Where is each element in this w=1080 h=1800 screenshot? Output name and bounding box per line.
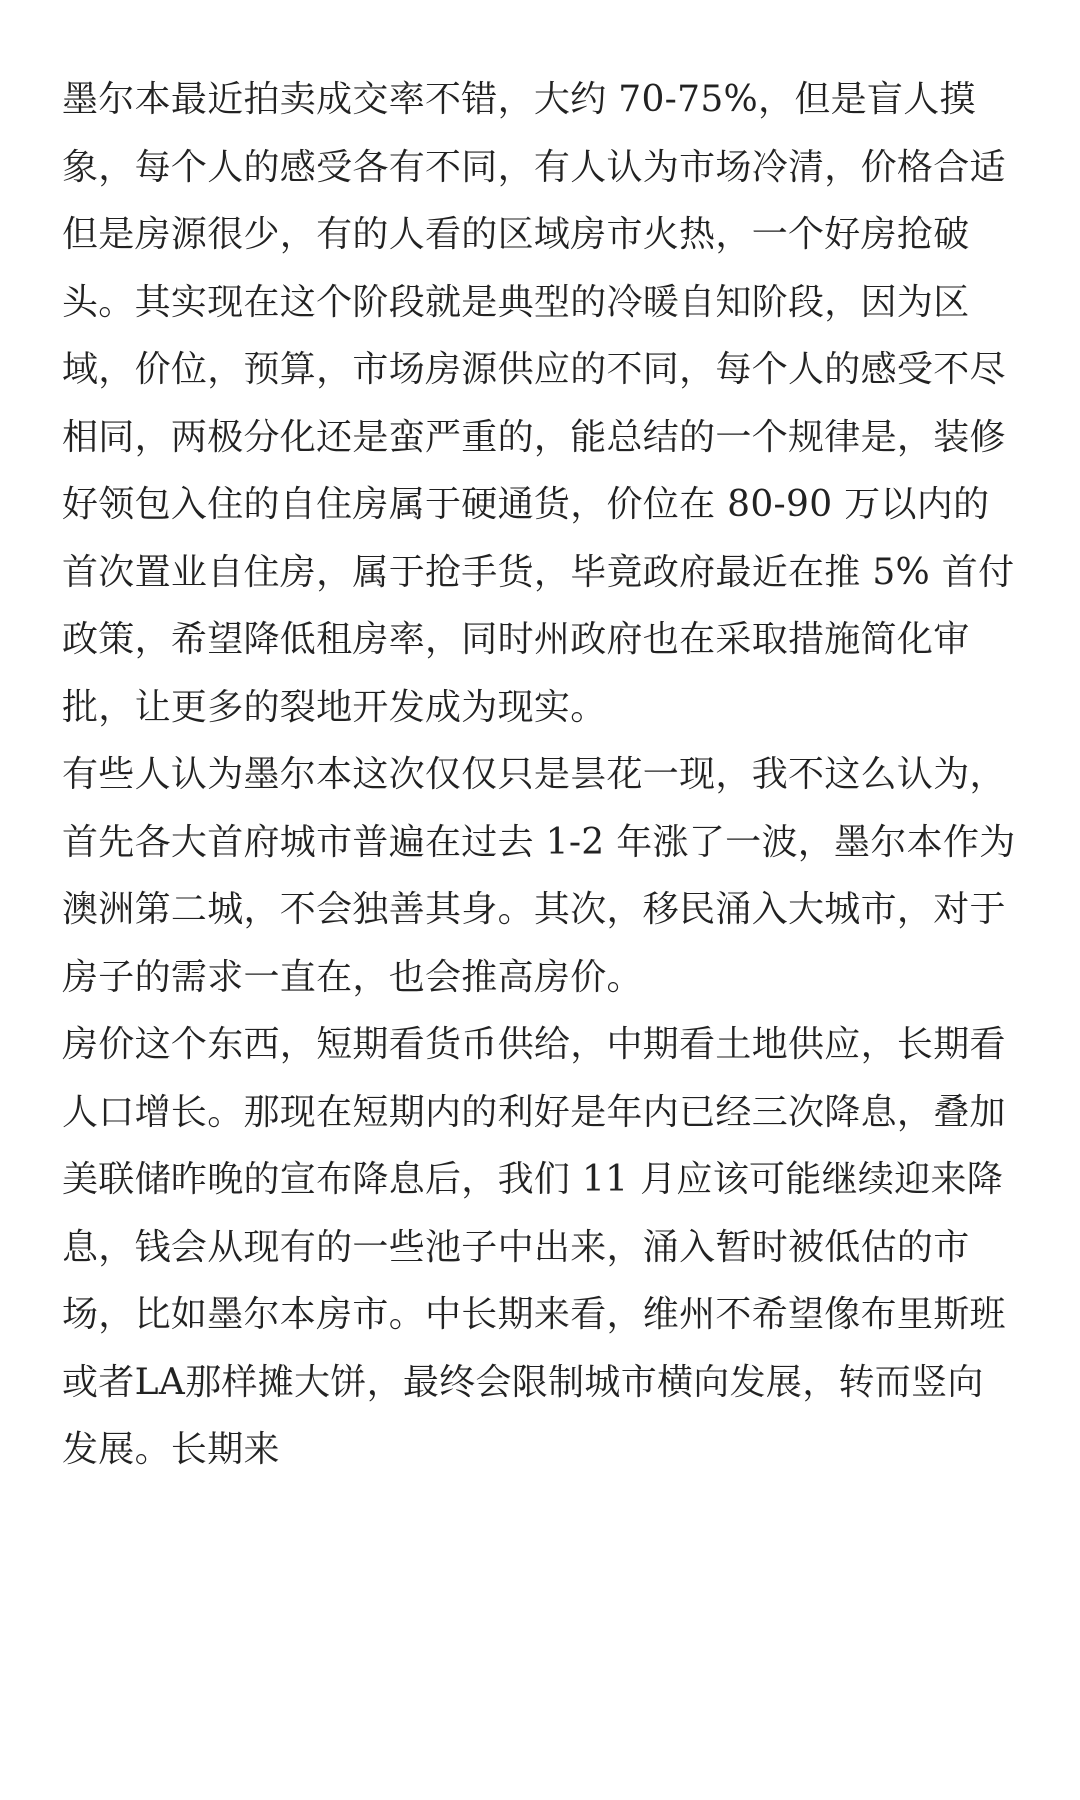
paragraph-price-factors: 房价这个东西，短期看货币供给，中期看土地供应，长期看人口增长。那现在短期内的利好是年内已经三次降息，叠加美联储昨晚的宣布降息后，我们 11 月应该可能继续迎来降息，钱会从现有的一些池子中出来，涌入暂时被低估的市场，比如墨尔本房市。中长期来看，维州不希望像布里斯班或者LA那样摊大饼，最终会限制城市横向发展，转而竖向发展。长期来 [62,1024,1006,1470]
paragraph-outlook: 有些人认为墨尔本这次仅仅只是昙花一现，我不这么认为，首先各大首府城市普遍在过去 1-2 年涨了一波，墨尔本作为澳洲第二城，不会独善其身。其次，移民涌入大城市，对于房子的需求一直在，也会推高房价。 [62,754,1016,998]
paragraph-market-status: 墨尔本最近拍卖成交率不错，大约 70-75%，但是盲人摸象，每个人的感受各有不同，有人认为市场冷清，价格合适但是房源很少，有的人看的区域房市火热，一个好房抢破头。其实现在这个阶段就是典型的冷暖自知阶段，因为区域，价位，预算，市场房源供应的不同，每个人的感受不尽相同，两极分化还是蛮严重的，能总结的一个规律是，装修好领包入住的自住房属于硬通货，价位在 80-90 万以内的首次置业自住房，属于抢手货，毕竟政府最近在推 5% 首付政策，希望降低租房率，同时州政府也在采取措施简化审批，让更多的裂地开发成为现实。 [62,79,1015,728]
article-body [62,66,1018,1484]
